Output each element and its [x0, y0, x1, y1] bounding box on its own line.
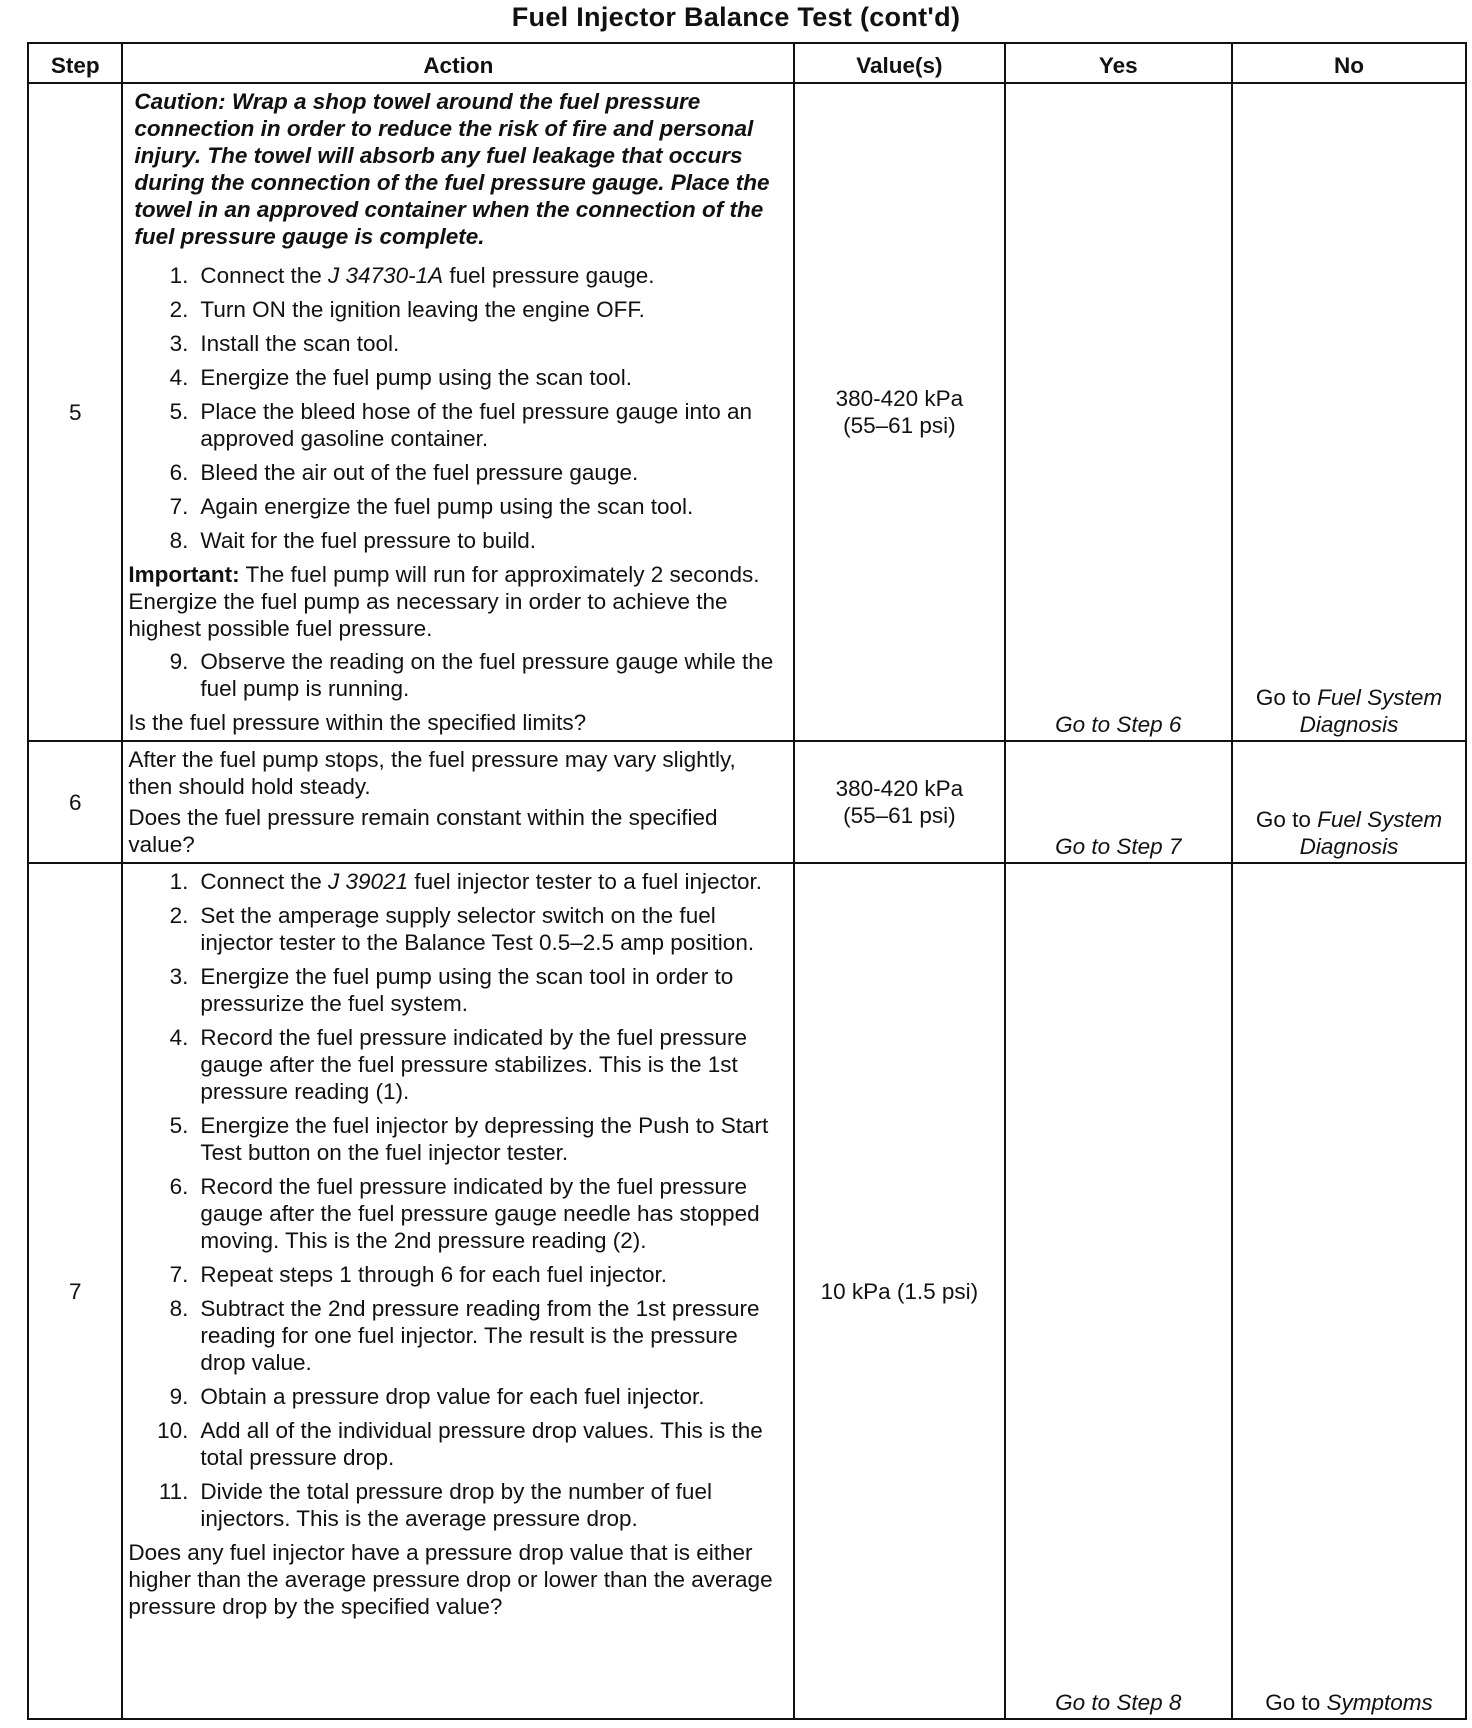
- header-no: No: [1232, 43, 1466, 83]
- step-text: [200, 262, 783, 289]
- step-text-main: Obtain a pressure drop value for each fuel injector.: [200, 1384, 705, 1409]
- tool-number: J 34730-1A: [328, 263, 444, 288]
- table-row-step-7: [28, 863, 1466, 1719]
- procedure-step: [128, 1024, 783, 1105]
- step-text: [200, 648, 783, 702]
- procedure-step: [128, 1173, 783, 1254]
- step-number: 5: [28, 83, 122, 741]
- yes-link[interactable]: Go to Step 7: [1055, 834, 1182, 859]
- yes-cell: [1005, 863, 1233, 1719]
- procedure-list-continued: [128, 648, 783, 702]
- header-yes: Yes: [1005, 43, 1233, 83]
- procedure-step: [128, 648, 783, 702]
- important-text: The fuel pump will run for approximately 2 seconds. Energize the fuel pump as necessary in order to achieve the highest possible fuel pressure.: [128, 562, 760, 641]
- step-text-main: Subtract the 2nd pressure reading from the 1st pressure reading for one fuel injector. The result is the pressure drop value.: [200, 1296, 760, 1375]
- step-text-main: Wait for the fuel pressure to build.: [200, 528, 536, 553]
- step-index: 11.: [158, 1479, 189, 1504]
- step-index: 9.: [169, 649, 189, 674]
- step-index: 10.: [157, 1418, 189, 1443]
- step-text-main: Record the fuel pressure indicated by the fuel pressure gauge after the fuel pressure stabilizes. This is the 1st pressure reading (1).: [200, 1025, 747, 1104]
- step-text: [200, 868, 783, 895]
- step-index: 5.: [169, 1113, 189, 1138]
- procedure-step: [128, 1417, 783, 1471]
- step-text: [200, 1383, 783, 1410]
- step-text-main: Place the bleed hose of the fuel pressure gauge into an approved gasoline container.: [200, 399, 753, 451]
- procedure-list: [128, 868, 783, 1532]
- procedure-step: [128, 527, 783, 554]
- procedure-step: [128, 963, 783, 1017]
- procedure-step: [128, 459, 783, 486]
- value-cell: [794, 863, 1004, 1719]
- step-text-main: Turn ON the ignition leaving the engine OFF.: [200, 297, 645, 322]
- no-cell: [1232, 741, 1466, 863]
- action-cell: [122, 83, 794, 741]
- step-text-main: Add all of the individual pressure drop values. This is the total pressure drop.: [200, 1418, 763, 1470]
- page-title: Fuel Injector Balance Test (cont'd): [511, 2, 961, 32]
- table-row-step-5: [28, 83, 1466, 741]
- caution-text: Caution: Wrap a shop towel around the fuel pressure connection in order to reduce the risk of fire and personal injury. The towel will absorb any fuel leakage that occurs during the connection of the fuel pressure gauge. Place the towel in an approved container when the connection of the fuel pressure gauge is complete.: [134, 89, 770, 249]
- yes-cell: [1005, 83, 1233, 741]
- step-text-main: Divide the total pressure drop by the number of fuel injectors. This is the average pressure drop.: [200, 1479, 712, 1531]
- important-label: Important:: [128, 562, 240, 587]
- header-step: Step: [28, 43, 122, 83]
- step-text: [200, 398, 783, 452]
- procedure-step: [128, 330, 783, 357]
- procedure-step: [128, 493, 783, 520]
- tool-number: J 39021: [328, 869, 409, 894]
- step-index: 4.: [169, 1025, 189, 1050]
- step-text-main: Energize the fuel pump using the scan tool.: [200, 365, 632, 390]
- no-prefix: Go to: [1255, 807, 1318, 832]
- step-text: [200, 296, 783, 323]
- step-text: [200, 1173, 783, 1254]
- step-index: 8.: [169, 528, 189, 553]
- no-link[interactable]: Fuel System Diagnosis: [1299, 685, 1443, 737]
- header-values: Value(s): [794, 43, 1004, 83]
- step-text-main: Bleed the air out of the fuel pressure gauge.: [200, 460, 639, 485]
- important-note: [128, 561, 783, 642]
- step-number: 6: [28, 741, 122, 863]
- yes-link[interactable]: Go to Step 8: [1055, 1690, 1182, 1715]
- step-text-main: Energize the fuel injector by depressing the Push to Start Test button on the fuel injector tester.: [200, 1113, 769, 1165]
- step-index: 6.: [169, 460, 189, 485]
- step-text: [200, 1478, 783, 1532]
- procedure-step: [128, 1383, 783, 1410]
- step-text-main: Observe the reading on the fuel pressure gauge while the fuel pump is running.: [200, 649, 774, 701]
- no-link[interactable]: Fuel System Diagnosis: [1299, 807, 1443, 859]
- step-text-main: Connect the: [200, 263, 329, 288]
- step-text-main: Set the amperage supply selector switch on the fuel injector tester to the Balance Test 0.5–2.5 amp position.: [200, 903, 755, 955]
- action-text: After the fuel pump stops, the fuel pressure may vary slightly, then should hold steady.: [128, 747, 736, 799]
- procedure-step: [128, 364, 783, 391]
- procedure-step: [128, 1112, 783, 1166]
- no-prefix: Go to: [1265, 1690, 1327, 1715]
- value-kpa: 380-420 kPa: [835, 776, 964, 801]
- step-text-main: Install the scan tool.: [200, 331, 400, 356]
- table-row-step-6: [28, 741, 1466, 863]
- step-text: [200, 963, 783, 1017]
- step-index: 4.: [169, 365, 189, 390]
- no-link[interactable]: Symptoms: [1326, 1690, 1433, 1715]
- procedure-step: [128, 262, 783, 289]
- value-psi: (55–61 psi): [843, 413, 956, 438]
- step-index: 5.: [169, 399, 189, 424]
- step-text: [200, 1261, 783, 1288]
- step-text: [200, 364, 783, 391]
- procedure-step: [128, 398, 783, 452]
- step-text: [200, 902, 783, 956]
- value-pressure-drop: 10 kPa (1.5 psi): [820, 1278, 979, 1304]
- procedure-step: [128, 902, 783, 956]
- step-text: [200, 330, 783, 357]
- yes-cell: [1005, 741, 1233, 863]
- value-cell: [794, 83, 1004, 741]
- header-action: Action: [122, 43, 794, 83]
- procedure-step: [128, 296, 783, 323]
- step-text: [200, 493, 783, 520]
- step-text-main: Energize the fuel pump using the scan tool in order to pressurize the fuel system.: [200, 964, 734, 1016]
- diagnostic-table: [27, 42, 1467, 1720]
- step-text: [200, 1417, 783, 1471]
- step-index: 3.: [169, 964, 189, 989]
- question-text: Does the fuel pressure remain constant within the specified value?: [128, 805, 718, 857]
- action-cell: [122, 863, 794, 1719]
- step-text: [200, 1112, 783, 1166]
- procedure-step: [128, 868, 783, 895]
- step-index: 1.: [169, 869, 189, 894]
- step-text-main: Connect the: [200, 869, 329, 894]
- value-psi: (55–61 psi): [843, 803, 956, 828]
- step-number: 7: [28, 863, 122, 1719]
- table-header-row: [28, 43, 1466, 83]
- value-kpa: 380-420 kPa: [835, 386, 964, 411]
- procedure-list: [128, 262, 783, 554]
- procedure-step: [128, 1295, 783, 1376]
- step-text-main: Again energize the fuel pump using the scan tool.: [200, 494, 694, 519]
- step-index: 3.: [169, 331, 189, 356]
- step-index: 8.: [169, 1296, 189, 1321]
- step-index: 9.: [169, 1384, 189, 1409]
- step-text: [200, 527, 783, 554]
- no-prefix: Go to: [1255, 685, 1318, 710]
- step-index: 6.: [169, 1174, 189, 1199]
- value-cell: [794, 741, 1004, 863]
- no-cell: [1232, 863, 1466, 1719]
- no-cell: [1232, 83, 1466, 741]
- step-text-rest: fuel pressure gauge.: [443, 263, 655, 288]
- step-index: 7.: [169, 1262, 189, 1287]
- step-index: 7.: [169, 494, 189, 519]
- step-text: [200, 459, 783, 486]
- question-text: Is the fuel pressure within the specified limits?: [128, 710, 587, 735]
- step-index: 1.: [169, 263, 189, 288]
- step-text-main: Repeat steps 1 through 6 for each fuel injector.: [200, 1262, 667, 1287]
- step-text: [200, 1295, 783, 1376]
- step-text: [200, 1024, 783, 1105]
- step-index: 2.: [169, 297, 189, 322]
- step-text-main: Record the fuel pressure indicated by the fuel pressure gauge after the fuel pressure gauge needle has stopped moving. This is the 2nd pressure reading (2).: [200, 1174, 760, 1253]
- action-cell: [122, 741, 794, 863]
- question-text: Does any fuel injector have a pressure drop value that is either higher than the average pressure drop or lower than the average pressure drop by the specified value?: [128, 1540, 773, 1619]
- step-text-rest: fuel injector tester to a fuel injector.: [408, 869, 763, 894]
- step-index: 2.: [169, 903, 189, 928]
- procedure-step: [128, 1478, 783, 1532]
- yes-link[interactable]: Go to Step 6: [1055, 712, 1182, 737]
- procedure-step: [128, 1261, 783, 1288]
